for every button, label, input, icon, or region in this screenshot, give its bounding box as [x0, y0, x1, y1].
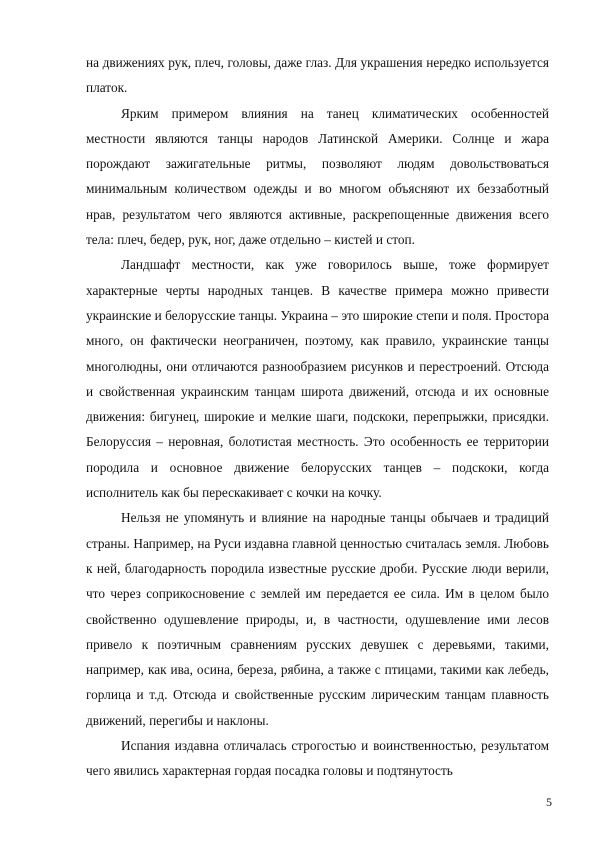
document-body — [86, 50, 549, 784]
paragraph-3: Ландшафт местности, как уже говорилось выше, тоже формирует характерные черты народных танцев. В качестве примера можно привести украинские и белорусские танцы. Украина – это широкие степи и поля. Простора много, он фактически неограничен, поэтому, как правило, украинские танцы многолюдны, они отличаются разнообразием рисунков и перестроений. Отсюда и свойственная украинским танцам широта движений, отсюда и их основные движения: бигунец, широкие и мелкие шаги, подскоки, перепрыжки, присядки. Белоруссия – неровная, болотистая местность. Это особенность ее территории породила и основное движение белорусских танцев – подскоки, когда исполнитель как бы перескакивает с кочки на кочку. — [86, 257, 549, 501]
paragraph-2: Ярким примером влияния на танец климатических особенностей местности являются танцы народов Латинской Америки. Солнце и жара порождают зажигательные ритмы, позволяют людям довольствоваться минимальным количеством одежды и во многом объясняют их беззаботный нрав, результатом чего являются активные, раскрепощенные движения всего тела: плеч, бедер, рук, ног, даже отдельно – кистей и стоп. — [86, 105, 549, 248]
paragraph-5: Испания издавна отличалась строгостью и воинственностью, результатом чего явились характерная гордая посадка головы и подтянутость — [86, 738, 549, 779]
paragraph-1: на движениях рук, плеч, головы, даже глаз. Для украшения нередко используется платок. — [86, 55, 549, 96]
page-number: 5 — [546, 795, 552, 809]
paragraph-4: Нельзя не упомянуть и влияние на народные танцы обычаев и традиций страны. Например, на Руси издавна главной ценностью считалась земля. Любовь к ней, благодарность породила известные русские дроби. Русские люди верили, что через соприкосновение с землей им передается ее сила. Им в целом было свойственно одушевление природы, и, в частности, одушевление ими лесов привело к поэтичным сравнениям русских девушек с деревьями, такими, например, как ива, осина, береза, рябина, а также с птицами, такими как лебедь, горлица и т.д. Отсюда и свойственные русским лирическим танцам плавность движений, перегибы и наклоны. — [86, 510, 549, 728]
